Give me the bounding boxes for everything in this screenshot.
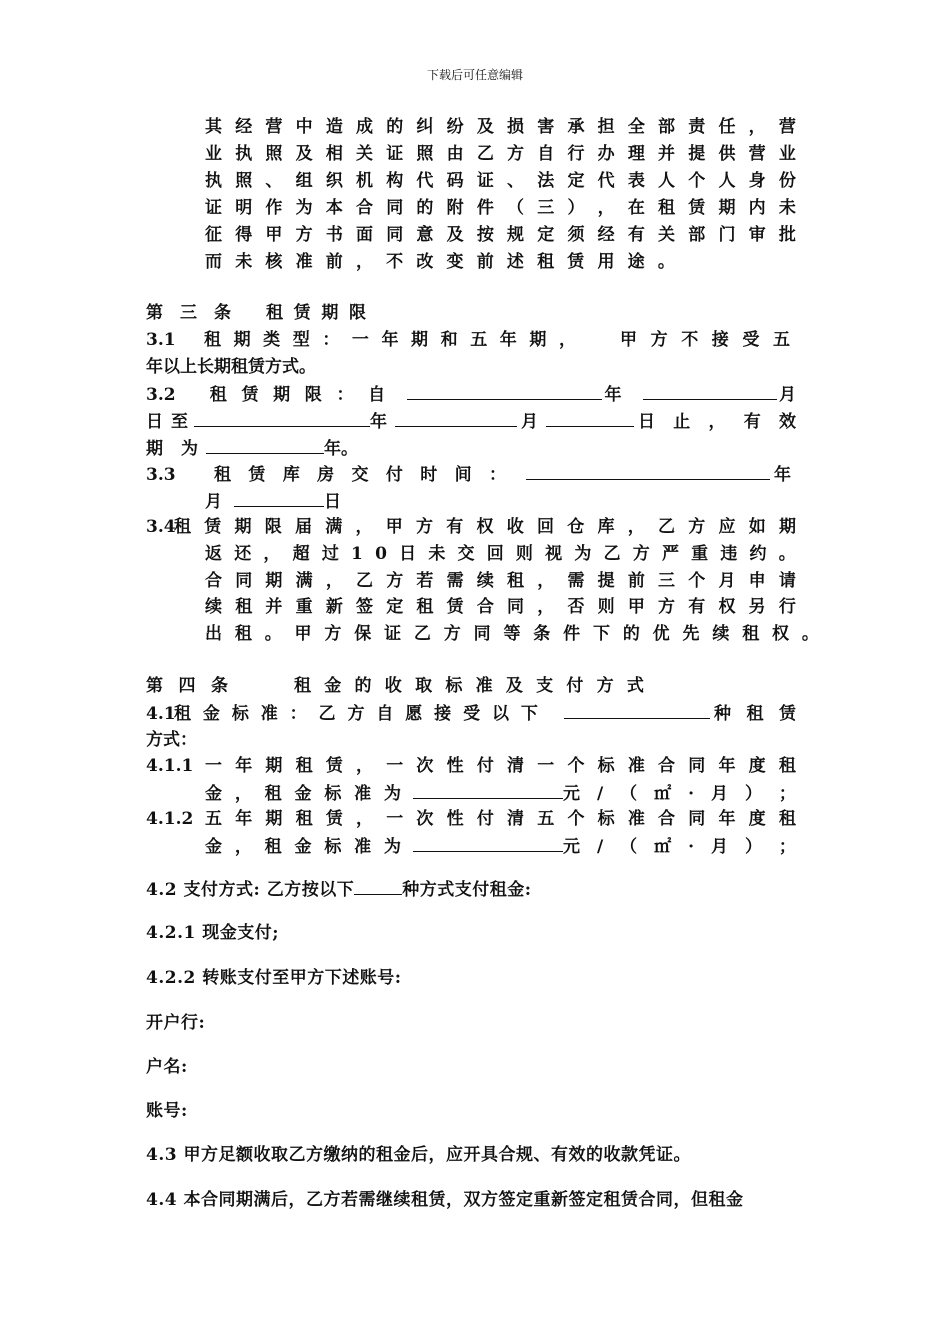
clause-3-3-cont: 月 日 — [205, 488, 855, 514]
paragraph-line: 业 执 照 及 相 关 证 照 由 乙 方 自 行 办 理 并 提 供 营 业 — [205, 144, 796, 164]
clause-3-4-line: 合 同 期 满 ， 乙 方 若 需 续 租 ， 需 提 前 三 个 月 申 请 — [205, 571, 796, 591]
clause-3-1: 3.1 租 期 类 型 ： 一 年 期 和 五 年 期 ， 甲 方 不 接 受 五 — [146, 330, 790, 350]
clause-4-1-2-rent: 金 ， 租 金 标 准 为 元 / （ ㎡ · 月 ） ； — [205, 833, 796, 859]
clause-4-1-2: 4.1.2 五 年 期 租 赁 ， 一 次 性 付 清 五 个 标 准 合 同 年 度 租 — [146, 809, 796, 829]
clause-4-2-2: 4.2.2 转账支付至甲方下述账号: — [146, 968, 402, 988]
clause-3-4-line: 出 租 。 甲 方 保 证 乙 方 同 等 条 件 下 的 优 先 续 租 权 。 — [205, 624, 819, 644]
clause-3-4: 3.4 租 赁 期 限 届 满 ， 甲 方 有 权 收 回 仓 库 ， 乙 方 应 如 期 — [146, 517, 796, 537]
blank-end-month[interactable] — [395, 408, 517, 427]
clause-4-1-1: 4.1.1 一 年 期 租 赁 ， 一 次 性 付 清 一 个 标 准 合 同 年 度 租 — [146, 756, 796, 776]
article-4-heading: 第 四 条 租 金 的 收 取 标 准 及 支 付 方 式 — [146, 676, 644, 696]
clause-3-4-line: 返 还 ， 超 过 1 0 日 未 交 回 则 视 为 乙 方 严 重 违 约 。 — [205, 544, 796, 564]
blank-end-day[interactable] — [546, 408, 634, 427]
blank-end-year[interactable] — [194, 408, 370, 427]
blank-rent-option[interactable] — [564, 700, 710, 719]
blank-start-year[interactable] — [407, 381, 602, 400]
clause-4-3: 4.3 甲方足额收取乙方缴纳的租金后，应开具合规、有效的收款凭证。 — [146, 1145, 691, 1165]
clause-3-3: 3.3 租 赁 库 房 交 付 时 间 ： 年 — [146, 461, 796, 487]
clause-4-1-1-rent: 金 ， 租 金 标 准 为 元 / （ ㎡ · 月 ） ； — [205, 780, 796, 806]
blank-payment-method[interactable] — [354, 876, 402, 895]
clause-4-2: 4.2 支付方式: 乙方按以下 种方式支付租金: — [146, 876, 796, 902]
blank-delivery-year[interactable] — [526, 461, 770, 480]
clause-4-2-1: 4.2.1 现金支付; — [146, 923, 280, 943]
paragraph-line: 征 得 甲 方 书 面 同 意 及 按 规 定 须 经 有 关 部 门 审 批 — [205, 225, 796, 245]
clause-3-2-line3: 期 为 年。 — [146, 435, 796, 461]
paragraph-line: 执 照 、 组 织 机 构 代 码 证 、 法 定 代 表 人 个 人 身 份 — [205, 171, 796, 191]
paragraph-line: 证 明 作 为 本 合 同 的 附 件 （ 三 ） ， 在 租 赁 期 内 未 — [205, 198, 796, 218]
blank-delivery-month[interactable] — [234, 488, 324, 507]
blank-valid-years[interactable] — [206, 435, 324, 454]
clause-3-2: 3.2 租 赁 期 限 ： 自 年 月 — [146, 381, 796, 407]
blank-start-month[interactable] — [643, 381, 777, 400]
blank-rent-1yr[interactable] — [413, 780, 563, 799]
page-header: 下载后可任意编辑 — [426, 68, 523, 82]
paragraph-line: 其 经 营 中 造 成 的 纠 纷 及 损 害 承 担 全 部 责 任 ， 营 — [205, 117, 796, 137]
blank-rent-5yr[interactable] — [413, 833, 563, 852]
clause-4-1-cont: 方式： — [146, 730, 197, 750]
paragraph-line: 而 未 核 准 前 ， 不 改 变 前 述 租 赁 用 途 。 — [205, 252, 675, 272]
clause-3-4-line: 续 租 并 重 新 签 定 租 赁 合 同 ， 否 则 甲 方 有 权 另 行 — [205, 597, 796, 617]
clause-3-1-cont: 年以上长期租赁方式。 — [146, 357, 316, 377]
clause-4-4: 4.4 本合同期满后，乙方若需继续租赁，双方签定重新签定租赁合同，但租金 — [146, 1190, 744, 1210]
bank-label: 开户行: — [146, 1013, 206, 1033]
clause-3-2-line2: 日 至 年 月 日 止 ， 有 效 — [146, 408, 796, 434]
account-name-label: 户名: — [146, 1057, 188, 1077]
article-3-heading: 第 三 条 租 赁 期 限 — [146, 303, 366, 323]
clause-4-1: 4.1 租 金 标 准 ： 乙 方 自 愿 接 受 以 下 种 租 赁 — [146, 700, 796, 726]
account-number-label: 账号: — [146, 1101, 188, 1121]
